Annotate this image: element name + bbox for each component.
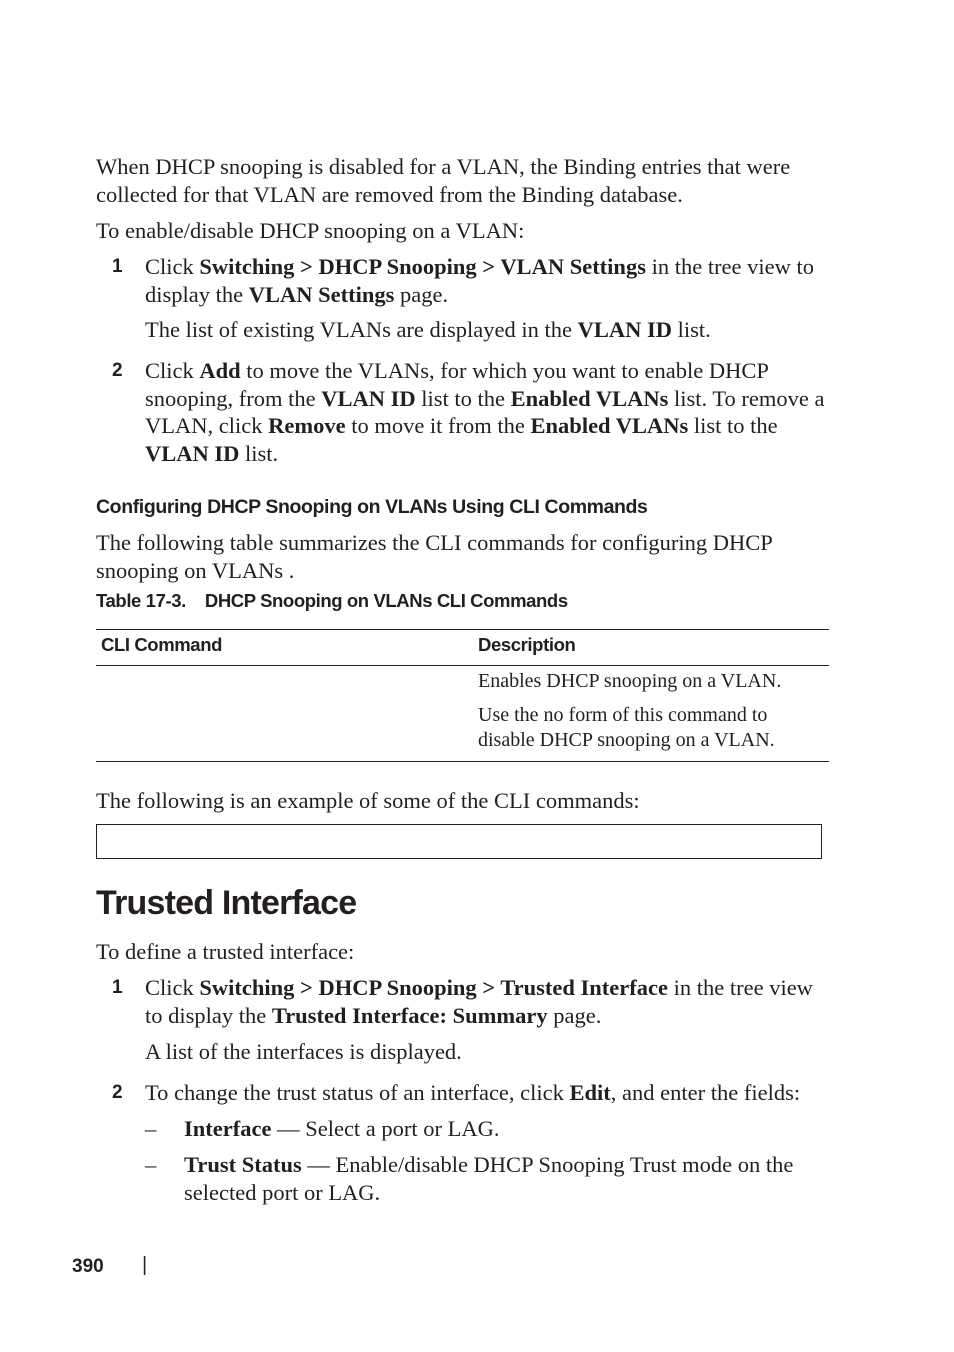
cli-intro-line-1: The following table summarizes the CLI commands for configuring DHCP [96, 530, 773, 555]
bullet-trust-status [184, 1151, 793, 1206]
bold-term: VLAN Settings [248, 281, 395, 307]
description-2-line-2: disable DHCP snooping on a VLAN. [478, 729, 775, 751]
step-1-line-1 [145, 253, 814, 281]
intro-line-2 [96, 181, 790, 209]
text-run: Click [145, 254, 200, 279]
table-header-cli-command: CLI Command [101, 634, 222, 655]
step-2-line-1 [145, 357, 825, 385]
bullet-dash: – [145, 1116, 157, 1141]
step-number: 1 [112, 256, 123, 277]
intro-instruction: To enable/disable DHCP snooping on a VLAN: [96, 218, 525, 243]
text-run: in the tree view to [645, 254, 815, 279]
text-run: in the tree view [667, 975, 813, 1000]
text-run: The list of existing VLANs are displayed in the [145, 317, 578, 342]
trusted-step-2-text [145, 1079, 800, 1107]
text-run: — Select a port or LAG. [271, 1116, 500, 1141]
table-bottom-rule [96, 761, 829, 762]
trusted-interface-heading: Trusted Interface [96, 884, 357, 922]
text-run: snooping, from the [145, 385, 322, 411]
table-caption-number: Table 17-3. [96, 590, 186, 611]
step-number: 2 [112, 1082, 123, 1103]
text-run: list to the [688, 413, 778, 438]
table-header-rule [96, 665, 829, 666]
text-run: to move it from the [345, 413, 531, 438]
bullet-dash: – [145, 1152, 157, 1177]
cli-intro-line-2: snooping on VLANs . [96, 557, 295, 583]
step-2-line-3 [145, 412, 825, 440]
step-number: 1 [112, 977, 123, 998]
text-run: — Enable/disable DHCP Snooping Trust mode on the [301, 1152, 794, 1177]
code-example-box [96, 824, 822, 859]
table-cell-description-1: Enables DHCP snooping on a VLAN. [478, 670, 782, 692]
trusted-step-1-text [145, 974, 813, 1029]
cli-intro-paragraph [96, 529, 773, 584]
text-run: When DHCP snooping is disabled for a VLAN, the Binding entries that were [96, 154, 791, 179]
step-2-line-4 [145, 440, 825, 468]
trusted-step-1-line-2 [145, 1002, 813, 1030]
step-1-text [145, 253, 814, 308]
text-run: list. To remove a [668, 385, 825, 411]
table-caption-title: DHCP Snooping on VLANs CLI Commands [204, 590, 568, 611]
bullet-trust-status-line-1 [184, 1151, 793, 1179]
bold-term: Edit [569, 1080, 611, 1105]
bold-term: Switching > DHCP Snooping > Trusted Interface [199, 975, 668, 1000]
footer-separator: | [142, 1254, 148, 1276]
bold-term: Add [199, 358, 241, 383]
trusted-step-1-note: A list of the interfaces is displayed. [145, 1039, 462, 1064]
text-run: to display the [145, 1002, 272, 1028]
bullet-trust-status-line-2: selected port or LAG. [184, 1179, 381, 1205]
bold-term: Remove [268, 413, 346, 438]
text-run: collected for that VLAN are removed from the Binding database. [96, 181, 683, 207]
bold-term: Interface [184, 1116, 272, 1141]
text-run: page. [394, 281, 449, 307]
text-run: page. [547, 1002, 602, 1028]
text-run: VLAN, click [145, 413, 269, 438]
table-top-rule [96, 629, 829, 630]
text-run: , and enter the fields: [610, 1080, 801, 1105]
cli-section-heading: Configuring DHCP Snooping on VLANs Using CLI Commands [96, 496, 648, 518]
bold-term: Enabled VLANs [510, 385, 669, 411]
bold-term: Trust Status [184, 1152, 302, 1177]
trusted-intro: To define a trusted interface: [96, 939, 355, 964]
table-caption [96, 590, 568, 612]
step-1-line-2 [145, 281, 814, 309]
intro-paragraph [96, 153, 790, 208]
bold-term: Enabled VLANs [530, 413, 689, 438]
step-1-note [145, 316, 711, 344]
bold-term: VLAN ID [321, 385, 416, 411]
text-run: list. [672, 317, 711, 342]
bold-term: Trusted Interface: Summary [271, 1002, 548, 1028]
text-run: list to the [415, 385, 511, 411]
bullet-interface [184, 1115, 500, 1143]
bold-term: VLAN ID [145, 440, 240, 466]
text-run: Click [145, 975, 200, 1000]
step-2-text [145, 357, 825, 467]
intro-line-1 [96, 153, 790, 181]
trusted-step-1-line-1 [145, 974, 813, 1002]
table-cell-description-2 [478, 703, 775, 753]
step-number: 2 [112, 360, 123, 381]
bold-term: VLAN ID [577, 317, 673, 342]
text-run: Click [145, 358, 200, 383]
bold-term: Switching > DHCP Snooping > VLAN Settings [199, 254, 646, 279]
step-2-line-2 [145, 385, 825, 413]
text-run: to move the VLANs, for which you want to enable DHCP [240, 358, 769, 383]
table-header-description: Description [478, 634, 576, 655]
page-number: 390 [72, 1256, 104, 1277]
example-intro: The following is an example of some of the CLI commands: [96, 788, 640, 813]
text-run: display the [145, 281, 249, 307]
description-2-line-1: Use the no form of this command to [478, 704, 768, 726]
text-run: list. [239, 440, 279, 466]
text-run: To change the trust status of an interface, click [145, 1080, 570, 1105]
